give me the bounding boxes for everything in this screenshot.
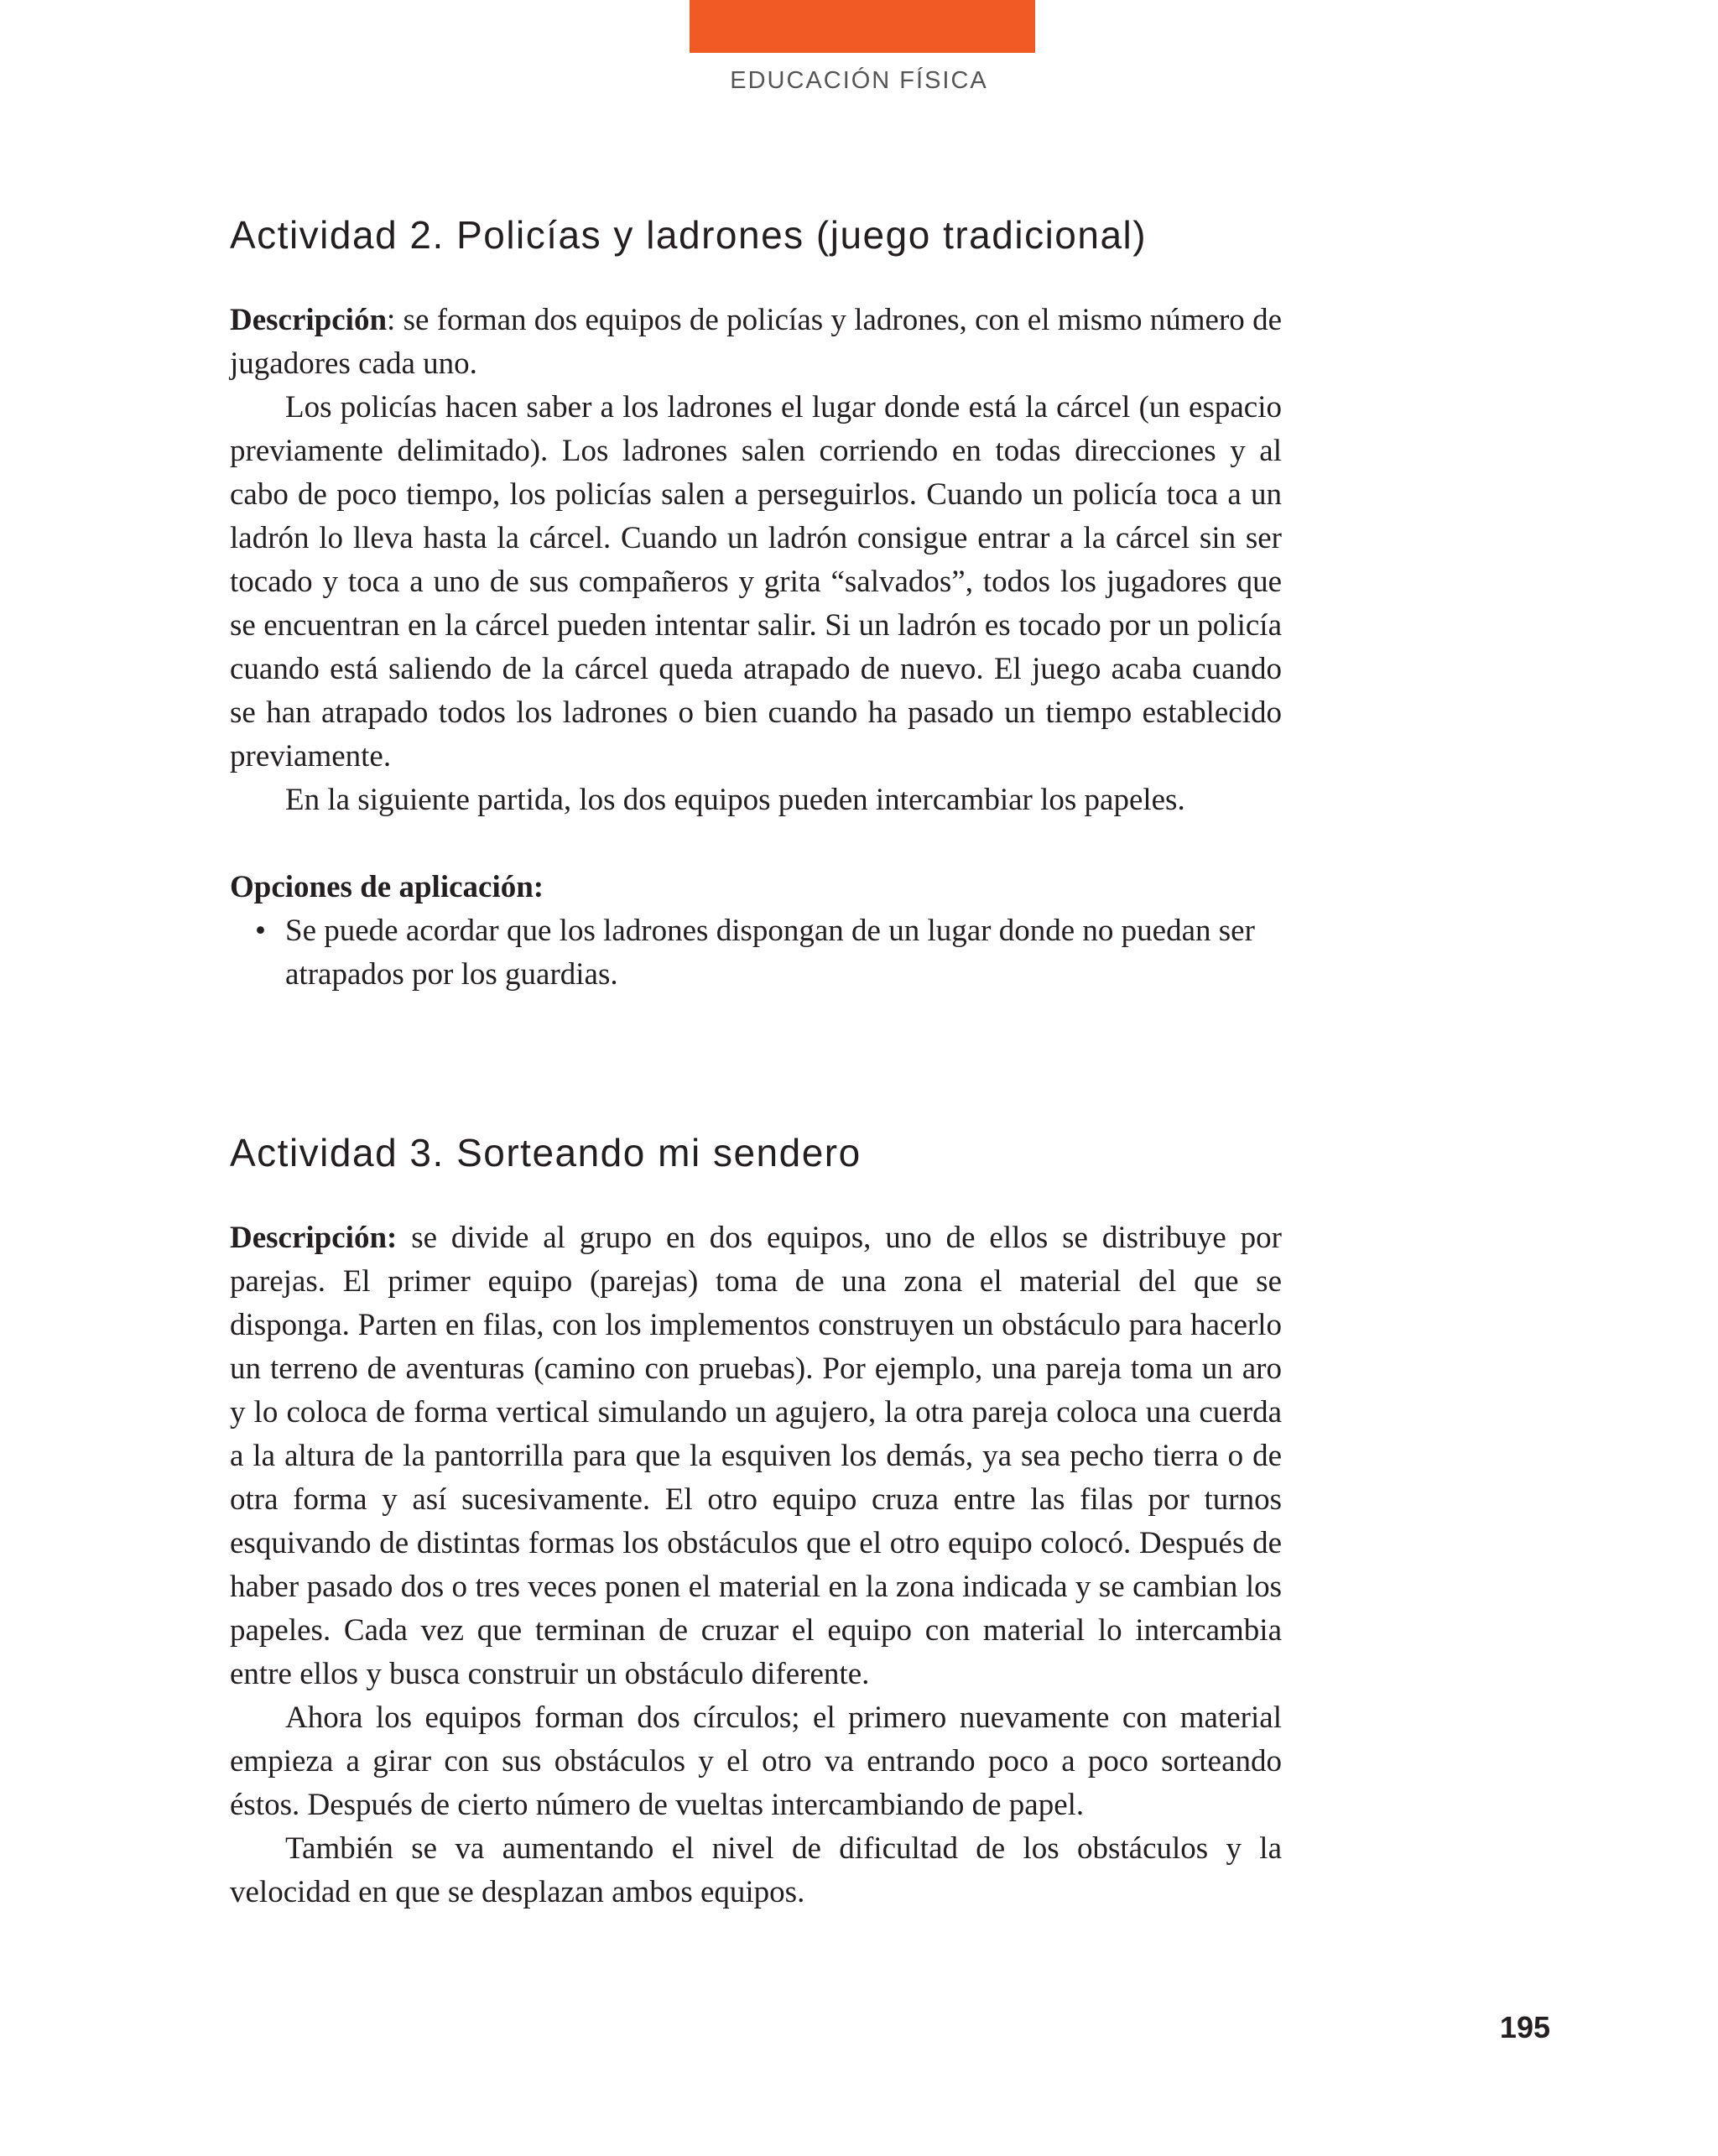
activity-2-description <box>230 299 1282 386</box>
description-label: Descripción: <box>230 1221 398 1255</box>
activity-3-title: Actividad 3. Sorteando mi sendero <box>230 1131 862 1174</box>
description-text: : se forman dos equipos de policías y ladrones, con el mismo número de jugadores cada uno. <box>230 303 1282 381</box>
option-text: Se puede acordar que los ladrones dispongan de un lugar donde no puedan ser atrapados por los guardias. <box>285 914 1255 992</box>
activity-3-description <box>230 1216 1282 1696</box>
page-number: 195 <box>1499 2010 1550 2044</box>
header-accent-bar <box>690 0 1035 53</box>
activity-2-paragraph-2: Los policías hacen saber a los ladrones el lugar donde está la cárcel (un espacio previamente delimitado). Los ladrones salen corriendo en todas direcciones y al cabo de poco tiempo, los policías salen a perseguirlos. Cuando un policía toca a un ladrón lo lleva hasta la cárcel. Cuando un ladrón consigue entrar a la cárcel sin ser tocado y toca a uno de sus compañeros y grita “salvados”, todos los jugadores que se encuentran en la cárcel pueden intentar salir. Si un ladrón es tocado por un policía cuando está saliendo de la cárcel queda atrapado de nuevo. El juego acaba cuando se han atrapado todos los ladrones o bien cuando ha pasado un tiempo establecido previamente. <box>230 390 1282 773</box>
activity-2-paragraph-3: En la siguiente partida, los dos equipos pueden intercambiar los papeles. <box>285 783 1185 817</box>
option-item <box>230 909 1282 997</box>
activity-3-paragraph-3: También se va aumentando el nivel de dificultad de los obstáculos y la velocidad en que se desplazan ambos equipos. <box>230 1831 1282 1909</box>
activity-3-section <box>230 1127 1282 1914</box>
activity-2-title: Actividad 2. Policías y ladrones (juego tradicional) <box>230 213 1148 257</box>
running-header: EDUCACIÓN FÍSICA <box>730 67 988 94</box>
description-text: se divide al grupo en dos equipos, uno de ellos se distribuye por parejas. El primer equipo (parejas) toma de una zona el material del que se disponga. Parten en filas, con los implementos construyen un obstáculo para hacerlo un terreno de aventuras (camino con pruebas). Por ejemplo, una pareja toma un aro y lo coloca de forma vertical simulando un agujero, la otra pareja coloca una cuerda a la altura de la pantorrilla para que la esquiven los demás, ya sea pecho tierra o de otra forma y así sucesivamente. El otro equipo cruza entre las filas por turnos esquivando de distintas formas los obstáculos que el otro equipo colocó. Después de haber pasado dos o tres veces ponen el material en la zona indicada y se cambian los papeles. Cada vez que terminan de cruzar el equipo con material lo intercambia entre ellos y busca construir un obstáculo diferente. <box>230 1221 1282 1691</box>
options-title: Opciones de aplicación: <box>230 870 544 904</box>
description-label: Descripción <box>230 303 388 337</box>
activity-2-section <box>230 210 1282 997</box>
activity-3-paragraph-2: Ahora los equipos forman dos círculos; el primero nuevamente con material empieza a girar con sus obstáculos y el otro va entrando poco a poco sorteando éstos. Después de cierto número de vueltas intercambiando de papel. <box>230 1700 1282 1822</box>
bullet-icon: • <box>255 914 266 948</box>
